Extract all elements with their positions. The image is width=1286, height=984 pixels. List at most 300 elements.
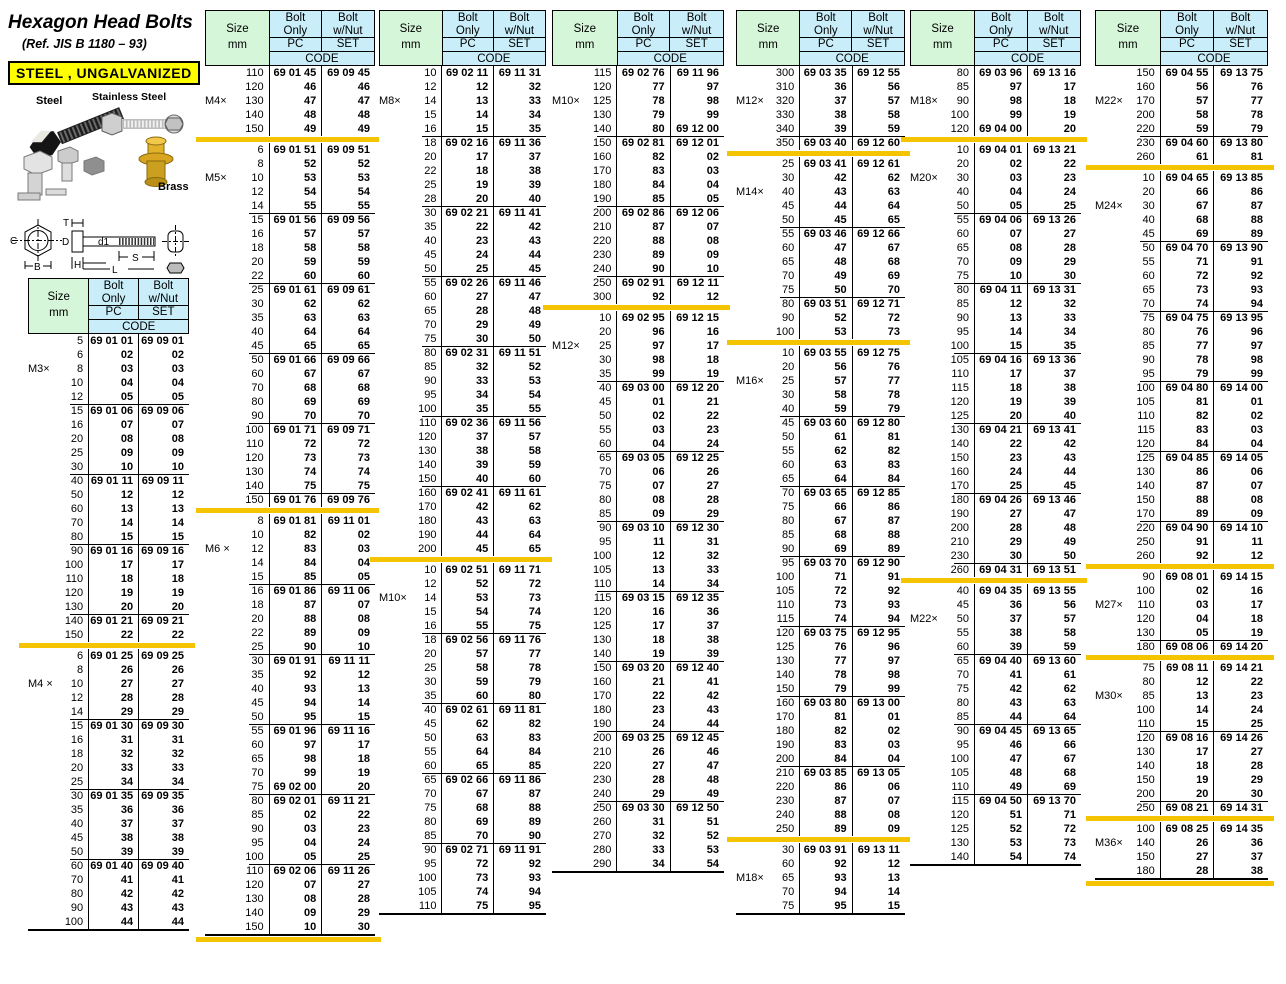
table-row [552, 675, 724, 689]
table-row [552, 563, 724, 577]
size-value: 260 [950, 564, 969, 576]
size-cell [910, 598, 975, 612]
pc-code-cell: 57 [442, 647, 494, 661]
bolt-only-header: Bolt Only [270, 11, 322, 37]
table-row [736, 885, 905, 899]
table-row [552, 136, 724, 150]
size-cell [910, 199, 975, 213]
size-cell [910, 668, 975, 682]
table-row [1095, 822, 1268, 836]
set-code-cell: 08 [1250, 494, 1263, 506]
size-cell [552, 178, 617, 192]
size-cell [1095, 703, 1161, 717]
set-code-cell: 69 13 21 [1033, 144, 1076, 156]
size-group [736, 416, 905, 486]
set-code-cell: 69 09 66 [327, 354, 370, 366]
size-value: 110 [1137, 599, 1155, 611]
size-cell [910, 241, 975, 255]
size-value: 130 [418, 445, 437, 457]
size-value: 140 [1136, 760, 1155, 772]
size-value: 55 [781, 445, 795, 457]
pc-code-cell: 69 03 30 [617, 801, 670, 815]
size-group [28, 404, 189, 474]
yellow-divider [1086, 165, 1274, 170]
size-cell [736, 626, 800, 640]
table-row [736, 360, 905, 374]
set-code-cell: 07 [171, 419, 184, 431]
pc-code-cell: 46 [975, 738, 1028, 752]
set-code-cell: 22 [357, 809, 370, 821]
bolt-only-header: Bolt Only [443, 11, 494, 37]
size-cell [379, 829, 442, 843]
table-row [910, 535, 1081, 549]
pc-code-cell: 15 [975, 339, 1028, 353]
size-cell [205, 682, 270, 696]
table-row [552, 192, 724, 206]
set-code-cell: 03 [357, 543, 370, 555]
yellow-divider [196, 137, 381, 142]
set-code-cell: 19 [171, 587, 184, 599]
size-value: 55 [781, 228, 795, 240]
size-value: 80 [1142, 676, 1155, 688]
set-code-cell: 69 14 00 [1220, 382, 1263, 394]
set-code-cell: 48 [1063, 522, 1076, 534]
size-cell [28, 789, 89, 803]
pc-code-cell: 73 [270, 451, 323, 465]
table-row [736, 444, 905, 458]
size-group [28, 474, 189, 544]
size-value: 60 [781, 242, 795, 254]
size-value: 30 [781, 389, 795, 401]
size-cell [910, 850, 975, 864]
table-row [28, 390, 189, 404]
set-code-cell: 42 [171, 888, 184, 900]
pc-code-cell: 69 03 00 [617, 381, 670, 395]
pc-code-cell: 87 [1161, 479, 1215, 493]
table-row [910, 836, 1081, 850]
size-cell [736, 500, 800, 514]
pc-code-cell: 94 [800, 885, 852, 899]
size-group [910, 143, 1081, 213]
table-row [552, 731, 724, 745]
set-code-cell: 69 14 31 [1220, 802, 1263, 814]
set-code-cell: 33 [528, 95, 541, 107]
pc-code-cell: 83 [1161, 423, 1215, 437]
size-cell [910, 311, 975, 325]
bolt-only-header: Bolt Only [618, 11, 671, 37]
size-group [736, 696, 905, 766]
size-group [205, 423, 375, 493]
size-cell [379, 801, 442, 815]
table-row [552, 633, 724, 647]
table-row [1095, 199, 1268, 213]
pc-code-cell: 17 [1161, 745, 1215, 759]
table-row [736, 80, 905, 94]
size-group [910, 724, 1081, 794]
bolt-only-header: Bolt Only [89, 279, 138, 305]
set-code-cell: 82 [887, 445, 900, 457]
size-cell [379, 675, 442, 689]
pc-code-cell: 44 [975, 710, 1028, 724]
set-code-cell: 89 [1250, 228, 1263, 240]
size-label-line: Size [399, 23, 423, 36]
size-value: 150 [64, 629, 84, 641]
size-group [910, 353, 1081, 423]
diagram-label-c: C [10, 236, 18, 247]
pc-code-cell: 38 [800, 108, 852, 122]
set-code-cell: 08 [171, 433, 184, 445]
thread-size-label: M4 × [28, 678, 53, 690]
size-value: 190 [950, 508, 969, 520]
size-value: 230 [593, 774, 612, 786]
size-value: 85 [781, 529, 795, 541]
size-cell [205, 724, 270, 738]
size-cell [552, 94, 617, 108]
set-code-cell: 53 [357, 172, 370, 184]
pc-code-cell: 57 [270, 227, 323, 241]
set-code-cell: 69 12 85 [857, 487, 900, 499]
size-cell [910, 738, 975, 752]
size-value: 110 [418, 417, 437, 429]
size-value: 150 [245, 494, 264, 506]
size-cell [1095, 451, 1161, 465]
size-value: 170 [1136, 95, 1155, 107]
set-code-cell: 55 [528, 403, 541, 415]
set-code-cell: 30 [1063, 270, 1076, 282]
set-code-cell: 69 11 61 [498, 487, 541, 499]
pc-code-cell: 63 [442, 731, 494, 745]
size-cell [1095, 136, 1161, 150]
set-code-cell: 74 [528, 606, 541, 618]
pc-code-cell: 59 [800, 402, 852, 416]
table-row [736, 241, 905, 255]
table-row [1095, 570, 1268, 584]
size-label-line: Size [47, 291, 70, 304]
pc-code-cell: 09 [89, 446, 139, 460]
pc-code-cell: 69 03 35 [800, 66, 852, 80]
pc-code-cell: 18 [89, 572, 139, 586]
pc-code-cell: 28 [975, 521, 1028, 535]
table-row [1095, 437, 1268, 451]
size-group [1095, 171, 1268, 241]
size-value: 65 [781, 256, 795, 268]
size-cell [379, 591, 442, 605]
set-code-cell: 69 12 55 [857, 67, 900, 79]
size-cell [379, 80, 442, 94]
size-value: 8 [257, 158, 264, 170]
set-code-cell: 75 [528, 620, 541, 632]
set-code-cell: 47 [528, 291, 541, 303]
size-cell [736, 871, 800, 885]
table-row [379, 661, 546, 675]
table-row [910, 493, 1081, 507]
size-cell [379, 94, 442, 108]
size-value: 150 [245, 123, 264, 135]
set-code-cell: 45 [1063, 480, 1076, 492]
pc-code-cell: 85 [617, 192, 670, 206]
pc-code-cell: 57 [800, 374, 852, 388]
pc-code-cell: 84 [270, 556, 323, 570]
size-value: 60 [424, 760, 437, 772]
set-code-cell: 13 [887, 872, 900, 884]
size-value: 70 [599, 466, 612, 478]
thread-size-label: M4× [205, 95, 227, 107]
set-code-cell: 95 [528, 900, 541, 912]
size-value: 65 [781, 872, 795, 884]
pc-code-cell: 99 [617, 367, 670, 381]
pc-code-cell: 27 [89, 677, 139, 691]
set-code-cell: 03 [171, 363, 184, 375]
size-value: 330 [775, 109, 795, 121]
table-row [910, 409, 1081, 423]
size-cell [1095, 493, 1161, 507]
table-row [1095, 801, 1268, 815]
pc-code-cell: 19 [617, 647, 670, 661]
table-row [552, 717, 724, 731]
size-cell [1095, 255, 1161, 269]
size-value: 40 [70, 818, 84, 830]
size-cell [379, 486, 442, 500]
size-value: 16 [70, 734, 84, 746]
bolt-only-header: Bolt Only [1161, 11, 1214, 37]
table-row [1095, 283, 1268, 297]
pc-code-cell: 26 [1161, 836, 1215, 850]
size-cell [910, 724, 975, 738]
set-code-cell: 29 [1250, 774, 1263, 786]
size-group [736, 157, 905, 227]
pc-code-cell: 65 [442, 759, 494, 773]
pc-code-cell: 02 [617, 409, 670, 423]
size-value: 140 [1136, 837, 1155, 849]
pc-code-cell: 17 [442, 150, 494, 164]
size-value: 115 [951, 795, 969, 807]
size-value: 25 [424, 179, 437, 191]
size-value: 40 [956, 585, 969, 597]
set-code-cell: 62 [357, 298, 370, 310]
set-code-cell: 66 [1063, 739, 1076, 751]
size-value: 90 [424, 844, 437, 856]
table-row [205, 241, 375, 255]
size-value: 105 [418, 886, 437, 898]
table-row [1095, 80, 1268, 94]
set-code-cell: 74 [357, 466, 370, 478]
table-row [205, 66, 375, 80]
pc-code-cell: 83 [800, 738, 852, 752]
pc-code-cell: 53 [442, 591, 494, 605]
set-code-cell: 69 11 06 [327, 585, 370, 597]
size-value: 140 [245, 109, 264, 121]
size-value: 120 [593, 81, 612, 93]
table-row [736, 374, 905, 388]
size-cell [205, 493, 270, 507]
size-cell [736, 122, 800, 136]
size-value: 22 [424, 165, 437, 177]
set-code-cell: 73 [1063, 837, 1076, 849]
size-value: 25 [251, 284, 264, 296]
set-code-cell: 17 [357, 739, 370, 751]
set-code-cell: 43 [528, 235, 541, 247]
set-code-cell: 37 [1250, 851, 1263, 863]
size-value: 150 [418, 473, 437, 485]
size-group [1095, 731, 1268, 801]
set-code-cell: 54 [357, 186, 370, 198]
pc-code-cell: 69 08 21 [1161, 801, 1215, 815]
size-value: 35 [424, 690, 437, 702]
set-code-cell: 42 [528, 221, 541, 233]
table-row [552, 234, 724, 248]
set-code-cell: 20 [357, 781, 370, 793]
size-cell [379, 220, 442, 234]
size-cell [910, 794, 975, 808]
size-cell [552, 535, 617, 549]
size-cell [1095, 850, 1161, 864]
table-row [28, 831, 189, 845]
set-code-cell: 42 [1063, 438, 1076, 450]
table-row [736, 325, 905, 339]
size-cell [1095, 640, 1161, 654]
set-code-cell: 69 11 81 [498, 704, 541, 716]
pc-code-cell: 33 [442, 374, 494, 388]
size-value: 100 [775, 326, 795, 338]
size-value: 160 [950, 466, 969, 478]
table-row [205, 584, 375, 598]
table-row [205, 738, 375, 752]
table-header [552, 10, 724, 66]
size-value: 8 [257, 515, 264, 527]
table-row [552, 262, 724, 276]
size-value: 100 [245, 424, 264, 436]
size-cell [205, 892, 270, 906]
size-cell [28, 516, 89, 530]
size-column-header [206, 11, 270, 65]
size-cell [552, 465, 617, 479]
table-row [205, 213, 375, 227]
table-row [552, 325, 724, 339]
size-cell [205, 269, 270, 283]
pc-code-cell: 85 [270, 570, 323, 584]
size-value: 60 [424, 291, 437, 303]
set-code-cell: 22 [706, 410, 719, 422]
set-code-cell: 38 [171, 832, 184, 844]
pc-code-cell: 55 [442, 619, 494, 633]
pc-code-cell: 47 [975, 752, 1028, 766]
pc-code-cell: 68 [800, 528, 852, 542]
set-code-cell: 92 [887, 585, 900, 597]
pc-code-cell: 23 [975, 451, 1028, 465]
pc-code-cell: 30 [975, 549, 1028, 563]
size-value: 45 [70, 832, 84, 844]
pc-code-cell: 07 [617, 479, 670, 493]
table-row [1095, 661, 1268, 675]
size-value: 75 [781, 900, 795, 912]
table-row [910, 80, 1081, 94]
table-row [379, 374, 546, 388]
pc-code-cell: 74 [270, 465, 323, 479]
size-group [205, 66, 375, 136]
size-cell [379, 136, 442, 150]
size-cell [379, 122, 442, 136]
size-cell [379, 402, 442, 416]
table-row [736, 430, 905, 444]
set-code-cell: 69 13 31 [1033, 284, 1076, 296]
table-row [205, 465, 375, 479]
thread-size-label: M24× [1095, 200, 1123, 212]
size-cell [552, 66, 617, 80]
size-value: 125 [775, 641, 795, 653]
size-cell [379, 717, 442, 731]
table-row [736, 724, 905, 738]
pc-code-cell: 98 [975, 94, 1028, 108]
size-value: 30 [1142, 200, 1155, 212]
pc-code-cell: 72 [800, 584, 852, 598]
size-cell [28, 845, 89, 859]
size-value: 15 [424, 109, 437, 121]
size-cell [1095, 66, 1161, 80]
pc-code-cell: 60 [442, 689, 494, 703]
size-cell [379, 871, 442, 885]
size-value: 100 [1136, 585, 1155, 597]
pc-code-cell: 69 01 76 [270, 493, 323, 507]
set-code-cell: 31 [706, 536, 719, 548]
set-code-cell: 39 [706, 648, 719, 660]
size-label-line: Size [573, 23, 596, 36]
size-cell [736, 108, 800, 122]
size-column-header [1096, 11, 1161, 65]
size-cell [205, 185, 270, 199]
size-value: 12 [424, 81, 437, 93]
table-row [379, 304, 546, 318]
set-code-cell: 43 [706, 704, 719, 716]
size-cell [1095, 521, 1161, 535]
size-cell [379, 234, 442, 248]
size-cell [552, 521, 617, 535]
pc-code-cell: 53 [975, 836, 1028, 850]
pc-code-cell: 69 02 06 [270, 864, 323, 878]
set-code-cell: 43 [1063, 452, 1076, 464]
size-group [205, 143, 375, 213]
pc-code-cell: 15 [89, 530, 139, 544]
pc-code-cell: 69 03 96 [975, 66, 1028, 80]
size-group [736, 66, 905, 136]
pc-code-cell: 49 [975, 780, 1028, 794]
table-row [552, 66, 724, 80]
table-row [28, 901, 189, 915]
table-row [736, 710, 905, 724]
size-value: 140 [245, 480, 264, 492]
set-code-cell: 64 [357, 326, 370, 338]
size-value: 200 [1136, 788, 1155, 800]
set-code-cell: 85 [528, 760, 541, 772]
set-code-cell: 43 [171, 902, 184, 914]
table-row [552, 367, 724, 381]
table-row [552, 605, 724, 619]
pc-code-cell: 04 [617, 437, 670, 451]
pc-code-cell: 69 03 65 [800, 486, 852, 500]
size-cell [736, 360, 800, 374]
size-value: 110 [246, 865, 264, 877]
size-cell [379, 605, 442, 619]
pc-code-cell: 80 [617, 122, 670, 136]
pc-code-cell: 69 [442, 815, 494, 829]
size-value: 50 [70, 489, 84, 501]
pc-code-cell: 77 [617, 80, 670, 94]
size-value: 160 [1136, 81, 1155, 93]
size-value: 130 [950, 837, 969, 849]
set-code-cell: 57 [887, 95, 900, 107]
set-code-cell: 69 12 35 [676, 592, 719, 604]
table-row [910, 269, 1081, 283]
pc-code-cell: 29 [617, 787, 670, 801]
